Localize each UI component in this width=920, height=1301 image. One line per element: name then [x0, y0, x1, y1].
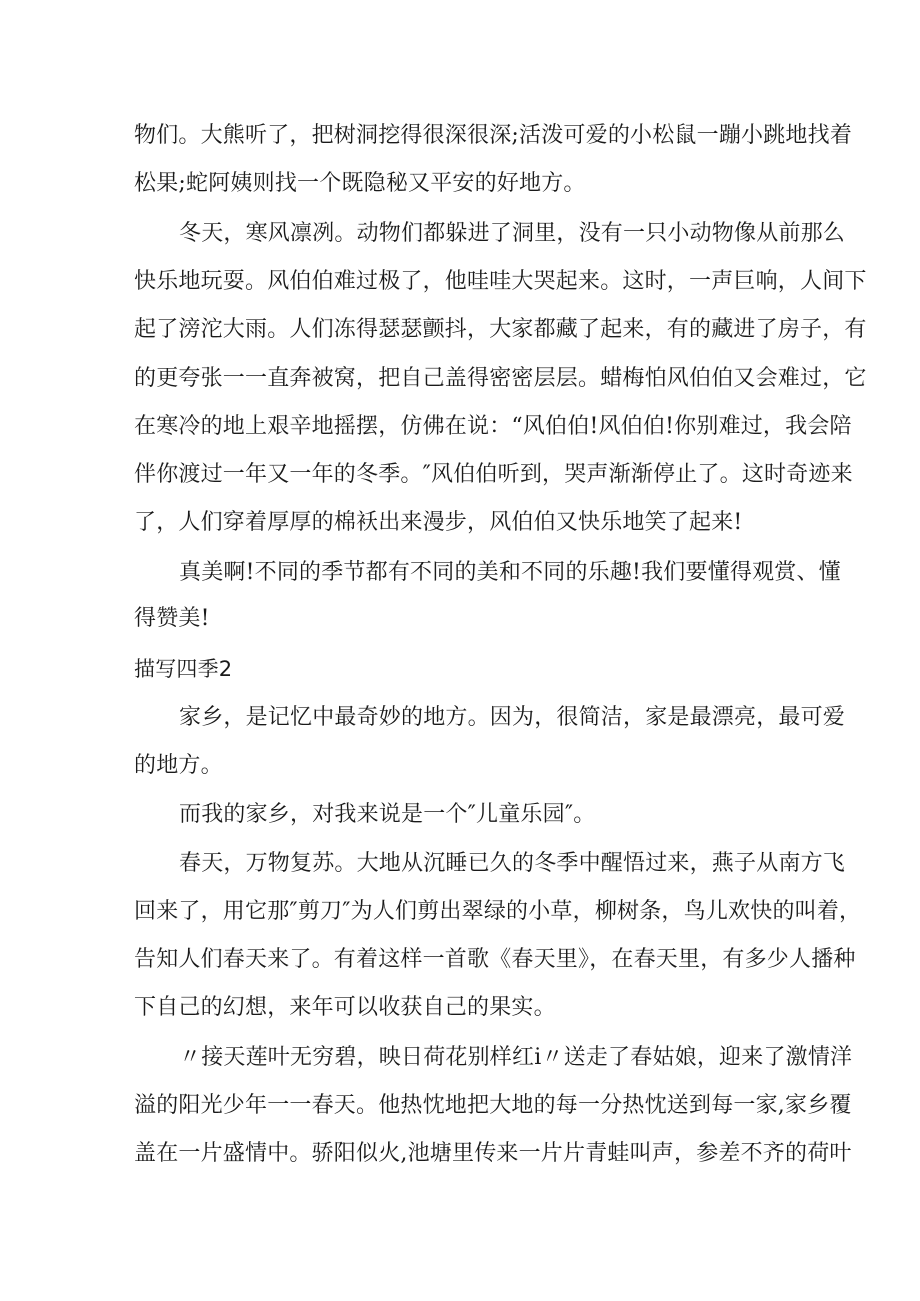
text-line: 伴你渡过一年又一年的冬季。″风伯伯听到，哭声渐渐停止了。这时奇迹来	[134, 462, 853, 487]
text-line: 下自己的幻想，来年可以收获自己的果实。	[134, 995, 556, 1020]
text-line: 在寒冷的地上艰辛地摇摆，仿佛在说：“风伯伯!风伯伯!你别难过，我会陪	[134, 414, 852, 439]
text-line: 的更夸张一一直奔被窝，把自己盖得密密层层。蜡梅怕风伯伯又会难过，它	[134, 366, 867, 391]
text-line: 起了滂沱大雨。人们冻得瑟瑟颤抖，大家都藏了起来，有的藏进了房子，有	[134, 317, 867, 342]
text-line: 物们。大熊听了，把树洞挖得很深很深;活泼可爱的小松鼠一蹦小跳地找着	[134, 123, 853, 148]
text-line: 告知人们春天来了。有着这样一首歌《春天里》，在春天里，有多少人播种	[134, 947, 856, 972]
text-line: 〃接天莲叶无穷碧，映日荷花别样红i〃送走了春姑娘，迎来了激情洋	[179, 1045, 853, 1070]
text-line: 而我的家乡，对我来说是一个″儿童乐园″。	[179, 802, 596, 827]
text-line: 盖在一片盛情中。骄阳似火,池塘里传来一片片青蛙叫声，参差不齐的荷叶	[134, 1141, 852, 1166]
text-line: 真美啊!不同的季节都有不同的美和不同的乐趣!我们要懂得观赏、懂	[179, 560, 841, 585]
text-line: 溢的阳光少年一一春天。他热忱地把大地的每一分热忱送到每一家,家乡覆	[134, 1093, 852, 1118]
text-line: 了，人们穿着厚厚的棉袄出来漫步，风伯伯又快乐地笑了起来!	[134, 510, 743, 535]
text-line: 快乐地玩耍。风伯伯难过极了，他哇哇大哭起来。这时，一声巨响，人间下	[134, 269, 867, 294]
text-line: 松果;蛇阿姨则找一个既隐秘又平安的好地方。	[134, 171, 586, 196]
text-line: 的地方。	[134, 753, 223, 778]
text-line: 家乡，是记忆中最奇妙的地方。因为，很简洁，家是最漂亮，最可爱	[179, 705, 846, 730]
section-heading: 描写四季2	[134, 657, 233, 681]
text-line: 回来了，用它那″剪刀″为人们剪出翠绿的小草，柳树条，鸟儿欢快的叫着，	[134, 899, 862, 924]
text-line: 冬天，寒风凛冽。动物们都躲进了洞里，没有一只小动物像从前那么	[179, 221, 846, 246]
text-line: 春天，万物复苏。大地从沉睡已久的冬季中醒悟过来，燕子从南方飞	[179, 851, 846, 876]
text-line: 得赞美!	[134, 606, 210, 631]
